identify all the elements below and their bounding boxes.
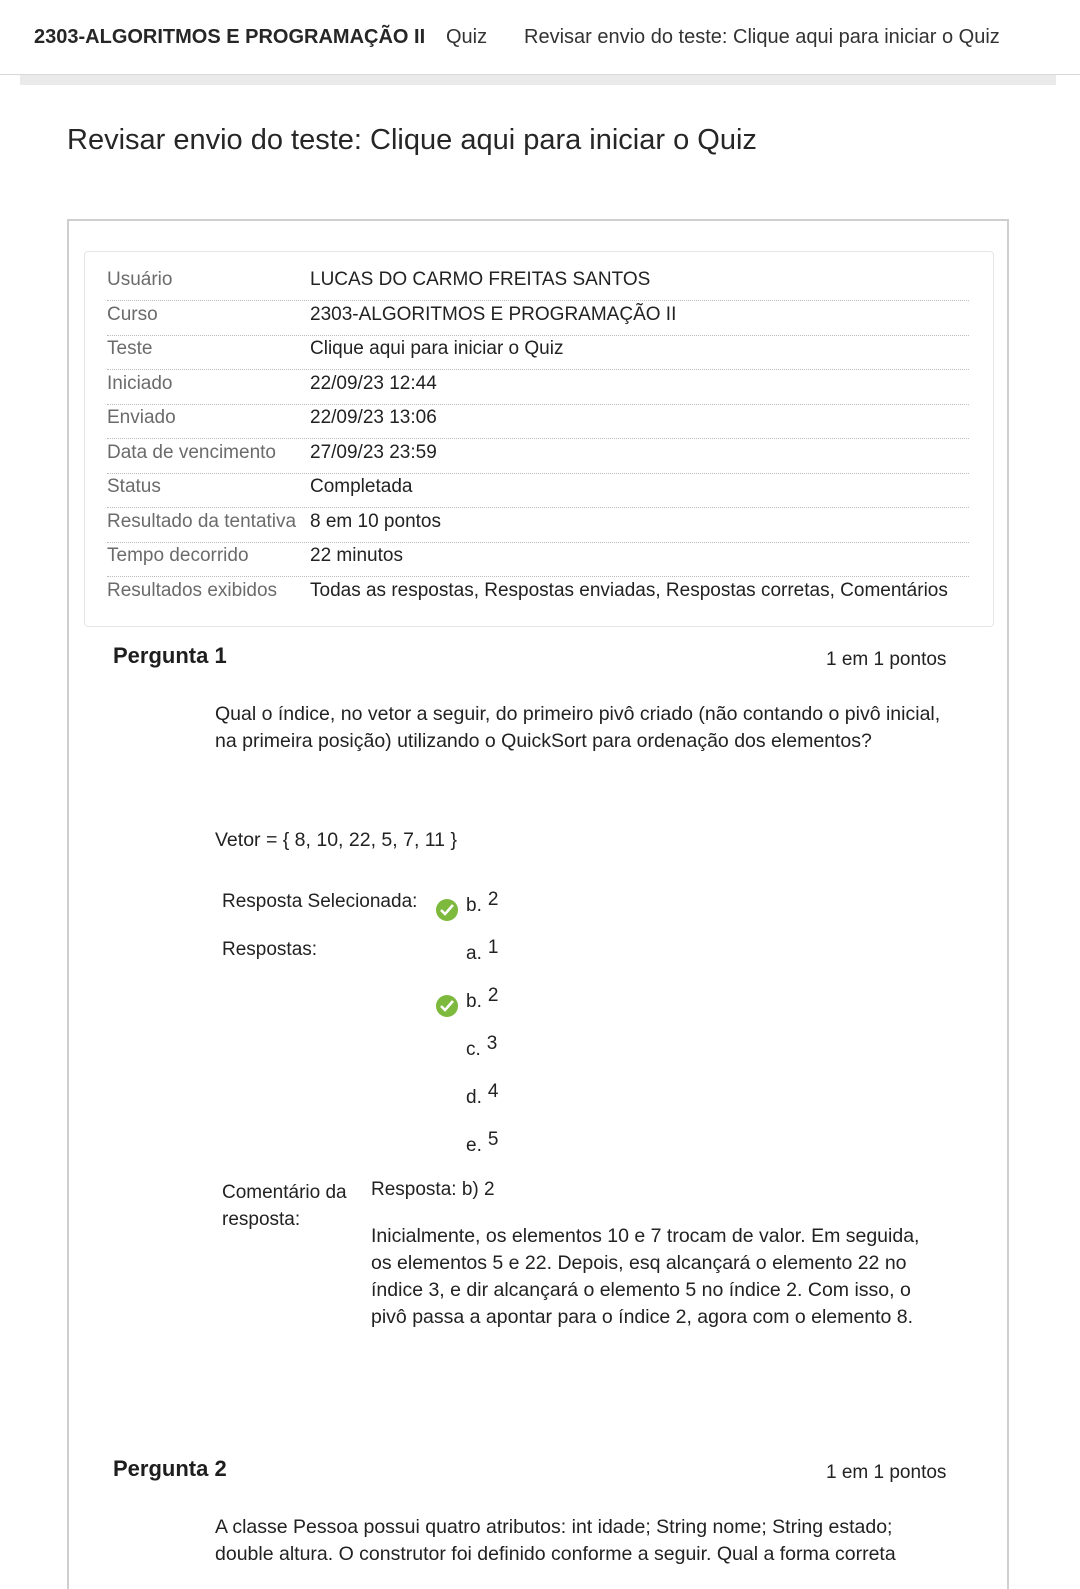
question-1-vector: Vetor = { 8, 10, 22, 5, 7, 11 }	[215, 829, 457, 851]
info-row-result	[107, 508, 969, 543]
answers-label: Respostas:	[222, 939, 318, 960]
answer-option-b	[466, 985, 499, 1012]
breadcrumb	[0, 0, 1080, 75]
option-letter: c.	[466, 1039, 481, 1060]
answer-option-d	[466, 1081, 499, 1108]
info-label: Enviado	[107, 407, 176, 428]
question-2-points: 1 em 1 pontos	[826, 1462, 947, 1483]
option-letter: b.	[466, 895, 482, 916]
info-value: 22/09/23 12:44	[310, 373, 437, 394]
info-row-elapsed	[107, 542, 969, 577]
info-row-due-date	[107, 439, 969, 474]
breadcrumb-current: Revisar envio do teste: Clique aqui para iniciar o Quiz	[524, 26, 1000, 48]
info-row-started	[107, 370, 969, 405]
answer-option-c	[466, 1033, 498, 1060]
info-row-user	[107, 266, 969, 301]
question-2-title: Pergunta 2	[113, 1456, 227, 1481]
info-label: Teste	[107, 338, 153, 359]
info-value: 22/09/23 13:06	[310, 407, 437, 428]
header-divider	[20, 75, 1056, 85]
answer-comment-body: Inicialmente, os elementos 10 e 7 trocam de valor. Em seguida, os elementos 5 e 22. Depois, esq alcançará o elemento 22 no índice 3, e dir alcançará o elemento 5 no índice 2. Com isso, o pivô passa a apontar para o índice 2, agora com o elemento 8.	[371, 1225, 920, 1328]
info-value: 22 minutos	[310, 545, 403, 566]
info-row-status	[107, 473, 969, 508]
option-letter: a.	[466, 943, 482, 964]
info-label: Resultado da tentativa	[107, 511, 297, 532]
info-label: Curso	[107, 304, 158, 325]
breadcrumb-course-link[interactable]: 2303-ALGORITMOS E PROGRAMAÇÃO II	[34, 26, 426, 48]
option-letter: e.	[466, 1135, 482, 1156]
option-letter: b.	[466, 991, 482, 1012]
option-value: 4	[487, 1081, 499, 1102]
answer-comment-heading: Resposta: b) 2	[371, 1179, 495, 1200]
question-1-text: Qual o índice, no vetor a seguir, do primeiro pivô criado (não contando o pivô inicial, na primeira posição) utilizando o QuickSort para ordenação dos elementos?	[215, 703, 941, 752]
info-value: Todas as respostas, Respostas enviadas, Respostas corretas, Comentários	[310, 580, 948, 601]
info-row-results-shown	[107, 577, 969, 611]
question-2-text: A classe Pessoa possui quatro atributos: int idade; String nome; String estado; double altura. O construtor foi definido conforme a seguir. Qual a forma correta	[215, 1516, 896, 1565]
selected-answer	[466, 889, 499, 916]
question-1-points: 1 em 1 pontos	[826, 649, 947, 670]
info-value: 8 em 10 pontos	[310, 511, 441, 532]
info-label: Iniciado	[107, 373, 173, 394]
info-value: Clique aqui para iniciar o Quiz	[310, 338, 564, 359]
info-value: Completada	[310, 476, 413, 497]
answer-option-e	[466, 1129, 499, 1156]
correct-check-icon	[436, 899, 458, 921]
info-label: Tempo decorrido	[107, 545, 249, 566]
answer-comment-label: Comentário da resposta:	[222, 1182, 347, 1230]
breadcrumb-quiz-link[interactable]: Quiz	[446, 26, 488, 48]
option-value: 2	[487, 985, 499, 1006]
option-letter: d.	[466, 1087, 482, 1108]
option-value: 1	[487, 937, 499, 958]
info-label: Resultados exibidos	[107, 580, 278, 601]
question-1-title: Pergunta 1	[113, 643, 227, 668]
info-value: 2303-ALGORITMOS E PROGRAMAÇÃO II	[310, 304, 677, 325]
info-row-course	[107, 301, 969, 336]
option-value: 3	[486, 1033, 498, 1054]
selected-answer-label: Resposta Selecionada:	[222, 891, 418, 912]
info-label: Status	[107, 476, 161, 497]
option-value: 5	[487, 1129, 499, 1150]
info-label: Data de vencimento	[107, 442, 276, 463]
info-row-test	[107, 335, 969, 370]
info-label: Usuário	[107, 269, 173, 290]
option-value: 2	[487, 889, 499, 910]
answer-option-a	[466, 937, 499, 964]
info-row-submitted	[107, 404, 969, 439]
info-value: LUCAS DO CARMO FREITAS SANTOS	[310, 269, 651, 290]
info-value: 27/09/23 23:59	[310, 442, 437, 463]
page-title: Revisar envio do teste: Clique aqui para iniciar o Quiz	[67, 124, 757, 156]
correct-check-icon	[436, 995, 458, 1017]
